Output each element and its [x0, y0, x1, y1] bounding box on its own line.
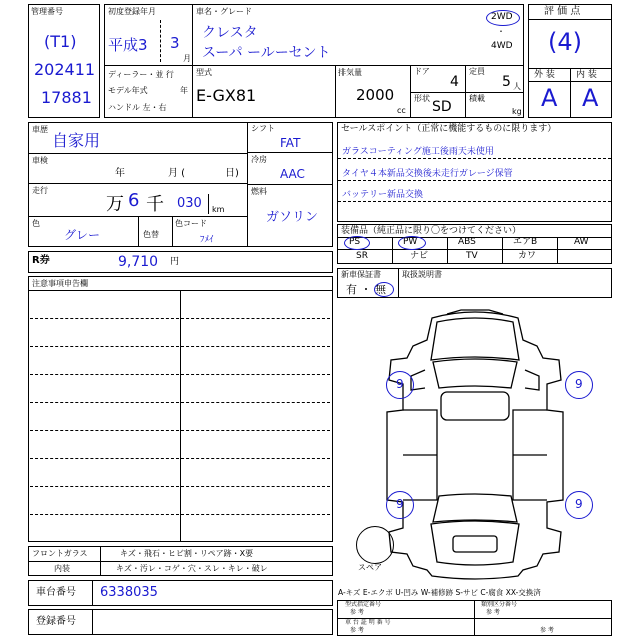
drive-4wd: 4WD — [491, 41, 513, 51]
equip-leather: カワ — [518, 251, 537, 261]
drive-dot: ・ — [497, 27, 505, 36]
damage-legend: A-キズ E-エクボ U-凹み W-補修跡 S-サビ C-腐食 XX-交換済 — [338, 588, 541, 597]
ac-value: AAC — [280, 167, 305, 181]
model-code: E-GX81 — [196, 86, 257, 105]
fuel-value: ガソリン — [266, 210, 319, 225]
exterior-grade: A — [541, 84, 558, 112]
mileage-man: 万 — [106, 194, 124, 215]
fuel-label: 燃料 — [251, 187, 267, 196]
model-year-label: モデル年式 — [108, 86, 148, 95]
registration-divider — [160, 20, 161, 62]
equip-sr: SR — [356, 251, 368, 261]
drive-2wd: 2WD — [491, 12, 513, 22]
notes-label: 注意事項申告欄 — [32, 279, 88, 288]
interior-label: 内 装 — [576, 70, 597, 80]
mileage-sen: 千 — [146, 194, 164, 215]
spare-label: スペア — [358, 563, 382, 572]
warranty-no-circle — [374, 282, 394, 297]
usage-value: 自家用 — [52, 131, 101, 150]
inspection-label: 車検 — [32, 156, 48, 165]
color-label: 色 — [32, 219, 40, 228]
color-code-label: 色コード — [175, 219, 207, 228]
tire-mark-rl: 9 — [396, 497, 404, 511]
equip-airbag: エアB — [513, 237, 538, 247]
inspection-day: 日) — [225, 168, 239, 179]
equip-tv: TV — [466, 251, 478, 261]
sales-point-3: バッテリー新品交換 — [342, 190, 424, 200]
tire-mark-rr: 9 — [575, 497, 583, 511]
color-value: グレー — [64, 228, 101, 242]
door-value: 4 — [450, 74, 459, 90]
model-year-unit: 年 — [180, 86, 188, 95]
color-change-label: 色替 — [143, 230, 159, 239]
shape-label: 形状 — [414, 94, 430, 103]
usage-label: 車歴 — [32, 125, 48, 134]
windshield-options: キズ・飛石・ヒビ割・リペア跡・X要 — [120, 549, 254, 558]
month-unit: 月 — [183, 54, 191, 63]
ref-label-2: 参 考 — [486, 609, 500, 616]
first-registration-month: 3 — [170, 34, 180, 52]
windshield-label: フロントガラス — [32, 549, 88, 558]
spare-tire-circle — [356, 526, 394, 564]
mileage-value-1: 6 — [128, 190, 140, 211]
management-number-3: 17881 — [41, 88, 92, 107]
chassis-label: 車台番号 — [36, 587, 76, 598]
color-code: ﾌﾒｲ — [200, 235, 214, 245]
shape-value: SD — [432, 99, 452, 115]
dealer-label: ディーラー・並 行 — [108, 70, 174, 79]
capacity-unit: 人 — [513, 82, 521, 91]
sales-points-label: セールスポイント（正常に機能するものに限ります） — [341, 124, 557, 134]
model-code-label: 型式 — [196, 68, 212, 77]
equip-abs: ABS — [458, 237, 476, 247]
grade-label: 評 価 点 — [544, 6, 581, 17]
manual-label: 取扱説明書 — [402, 270, 442, 279]
load-unit: kg — [512, 107, 522, 116]
shift-value: FAT — [280, 136, 301, 150]
management-number-2: 202411 — [34, 60, 96, 79]
interior-row-label: 内装 — [54, 564, 70, 573]
interior-grade: A — [582, 84, 599, 112]
equip-ps: PS — [349, 237, 361, 247]
inspection-year: 年 — [115, 168, 125, 179]
capacity-label: 定員 — [469, 67, 485, 76]
first-registration-era: 平成3 — [108, 36, 148, 54]
handle-label: ハンドル 左・右 — [108, 103, 167, 112]
tire-mark-fr: 9 — [575, 377, 583, 391]
equip-pw: PW — [403, 237, 418, 247]
car-name: クレスタ — [202, 25, 258, 41]
displacement-value: 2000 — [356, 86, 395, 104]
recycle-value: 9,710 — [118, 254, 159, 270]
management-number-1: (T1) — [44, 32, 77, 51]
ac-label: 冷房 — [251, 155, 267, 164]
equipment-label: 装備品（純正品に限り〇をつけてください） — [341, 226, 522, 236]
mileage-unit: km — [212, 205, 225, 214]
grade-score: (4) — [548, 28, 582, 56]
ref-label-3: 参 考 — [350, 627, 364, 634]
management-number-label: 管理番号 — [31, 7, 63, 16]
inspection-month: 月 ( — [168, 168, 186, 179]
ref-chassis-cert: 車 台 証 明 番 号 — [345, 619, 391, 626]
exterior-label: 外 装 — [534, 70, 555, 80]
ref-class-number: 類別区分番号 — [481, 601, 518, 608]
car-grade: スーパ ールーセント — [202, 45, 331, 61]
warranty-value: 有 ・ 無 — [346, 283, 386, 296]
recycle-label: R券 — [32, 255, 50, 266]
recycle-unit: 円 — [170, 257, 180, 267]
equip-navi: ナビ — [410, 251, 429, 261]
car-name-label: 車名・グレード — [196, 7, 252, 16]
interior-options: キズ・汚レ・コゲ・穴・スレ・キレ・破レ — [116, 564, 268, 573]
equip-aw: AW — [574, 237, 589, 247]
capacity-value: 5 — [502, 74, 511, 90]
mileage-label: 走行 — [32, 186, 48, 195]
displacement-unit: cc — [397, 106, 406, 115]
ref-label-1: 参 考 — [350, 609, 364, 616]
sales-point-1: ガラスコーティング施工後雨天未使用 — [342, 147, 494, 157]
tire-mark-fl: 9 — [396, 377, 404, 391]
recycle-box — [28, 251, 333, 273]
chassis-value: 6338035 — [100, 585, 158, 600]
first-registration-label: 初度登録年月 — [108, 7, 156, 16]
warranty-label: 新車保証書 — [341, 270, 381, 279]
shift-label: シフト — [251, 124, 275, 133]
ref-model-designation: 型式指定番号 — [345, 601, 382, 608]
displacement-label: 排気量 — [338, 68, 362, 77]
mileage-value-2: 030 — [177, 196, 202, 211]
registration-number-label: 登録番号 — [36, 616, 76, 627]
ref-label-4: 参 考 — [540, 627, 554, 634]
sales-point-2: タイヤ４本新品交換後未走行ガレージ保管 — [342, 169, 513, 179]
load-label: 積載 — [469, 94, 485, 103]
door-label: ドア — [414, 67, 430, 76]
